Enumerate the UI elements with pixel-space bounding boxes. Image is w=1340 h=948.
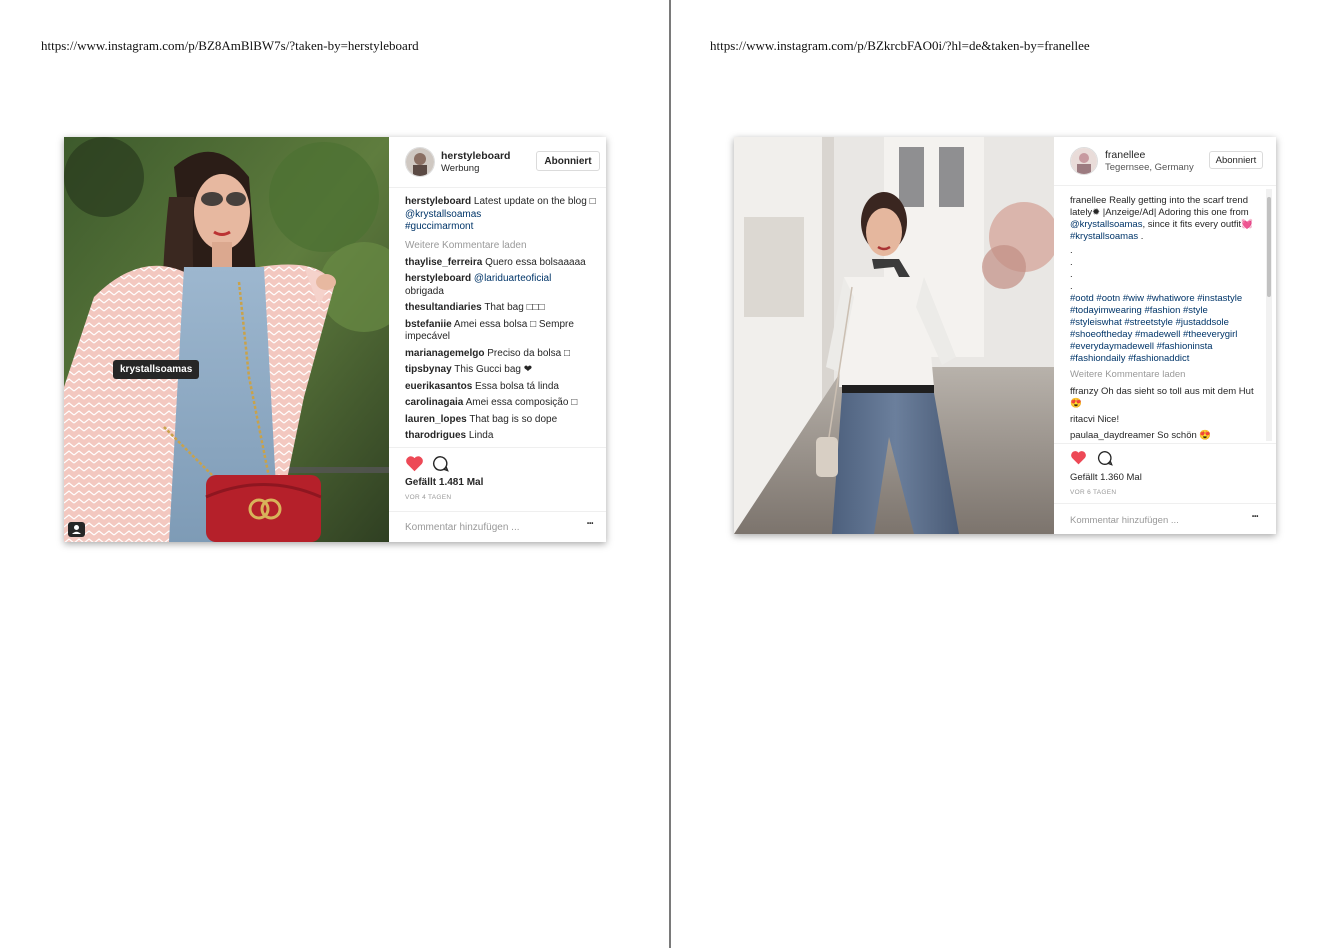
follow-button[interactable]: Abonniert xyxy=(1209,151,1263,169)
comment-user[interactable]: ritacvi xyxy=(1070,414,1095,425)
comment-item xyxy=(1070,414,1262,426)
dot: . xyxy=(1070,245,1073,256)
page-divider xyxy=(669,0,671,948)
caption-mention[interactable]: @krystallsoamas xyxy=(405,208,482,220)
post-time[interactable]: VOR 6 TAGEN xyxy=(1070,489,1117,496)
add-comment-input[interactable]: Kommentar hinzufügen ... xyxy=(405,522,520,533)
comment-item xyxy=(405,319,596,344)
right-post-sidebar xyxy=(1054,137,1276,534)
photo-user-tag[interactable]: krystallsoamas xyxy=(113,360,199,379)
comment-user[interactable]: carolinagaia xyxy=(405,397,464,408)
right-subtitle: Tegernsee, Germany xyxy=(1105,162,1194,173)
dot: . xyxy=(1070,281,1073,292)
dot: . xyxy=(1070,257,1073,268)
comment-text: Amei essa bolsa □ Sempre impecável xyxy=(405,318,574,342)
right-comments xyxy=(1070,195,1262,441)
like-count[interactable]: Gefällt 1.481 Mal xyxy=(405,477,484,488)
comment-user[interactable]: thesultandiaries xyxy=(405,302,482,313)
caption-hashtags[interactable]: #ootd #ootn #wiw #whatiwore #instastyle #todayimwearing #fashion #style #styleiswhat #streetstyle #justaddsole #shoeoftheday #madewell #theeverygirl #everydaymadewell #fashioninsta #fashiondaily #fashionaddict xyxy=(1070,293,1243,364)
right-post-photo[interactable] xyxy=(734,137,1054,534)
caption-text: Latest update on the blog □ xyxy=(473,196,596,207)
comments-scrollbar[interactable] xyxy=(1266,189,1272,441)
heart-icon[interactable] xyxy=(1070,450,1087,465)
comment-text: Preciso da bolsa □ xyxy=(487,347,571,359)
comment-item xyxy=(405,381,596,394)
comment-item xyxy=(1070,386,1262,410)
left-add-comment xyxy=(389,511,606,542)
person-tag-icon[interactable] xyxy=(68,522,85,537)
left-post-photo[interactable] xyxy=(64,137,389,542)
comment-text: That bag is so dope xyxy=(469,413,558,425)
comment-text: This Gucci bag ❤ xyxy=(454,364,533,375)
right-photo-illustration xyxy=(734,137,1054,534)
left-comments xyxy=(405,196,596,444)
left-post-card xyxy=(64,137,606,542)
like-count[interactable]: Gefällt 1.360 Mal xyxy=(1070,472,1142,483)
follow-button[interactable]: Abonniert xyxy=(536,151,600,171)
add-comment-input[interactable]: Kommentar hinzufügen ... xyxy=(1070,515,1179,526)
comment-mention[interactable]: @lariduarteoficial xyxy=(473,273,552,284)
comment-user[interactable]: paulaa_daydreamer xyxy=(1070,430,1155,441)
more-options-icon[interactable]: ••• xyxy=(1252,514,1259,520)
comment-text: Quero essa bolsaaaaa xyxy=(485,256,586,268)
load-more-comments[interactable]: Weitere Kommentare laden xyxy=(405,239,527,251)
comment-item xyxy=(405,414,596,427)
caption-text: . xyxy=(1140,231,1144,242)
more-options-icon[interactable]: ••• xyxy=(587,521,594,527)
caption-dots xyxy=(1070,245,1262,293)
comment-user[interactable]: euerikasantos xyxy=(405,380,473,392)
right-actions xyxy=(1054,443,1276,504)
caption-text: Really getting into the scarf trend lately✹ |Anzeige/Ad| Adoring this one from xyxy=(1070,195,1249,218)
avatar[interactable] xyxy=(1070,147,1098,175)
comment-text: Amei essa composição □ xyxy=(465,397,578,408)
left-post-sidebar xyxy=(389,137,606,542)
caption-hashtag[interactable]: #krystallsoamas xyxy=(1070,231,1139,242)
comment-item xyxy=(405,348,596,361)
left-caption xyxy=(405,196,596,234)
comment-text: obrigada xyxy=(405,285,444,297)
comment-user[interactable]: marianagemelgo xyxy=(405,347,485,359)
comment-text: Oh das sieht so toll aus mit dem Hut 😍 xyxy=(1070,386,1254,409)
left-actions xyxy=(389,447,606,512)
right-username[interactable]: franellee xyxy=(1105,149,1146,161)
comment-text: Nice! xyxy=(1097,414,1120,425)
comment-text: Essa bolsa tá linda xyxy=(475,380,559,392)
comment-item xyxy=(1070,430,1262,441)
scrollbar-thumb[interactable] xyxy=(1267,197,1271,297)
comment-icon[interactable] xyxy=(432,455,449,472)
left-post-header xyxy=(389,137,606,188)
right-url: https://www.instagram.com/p/BZkrcbFAO0i/?hl=de&taken-by=franellee xyxy=(710,38,1090,53)
load-more-comments[interactable]: Weitere Kommentare laden xyxy=(1070,369,1186,380)
comment-user[interactable]: tipsbynay xyxy=(405,364,452,375)
comment-item xyxy=(405,302,596,315)
comment-user[interactable]: ffranzy xyxy=(1070,386,1099,397)
right-add-comment xyxy=(1054,503,1276,534)
caption-mention[interactable]: @krystallsoamas xyxy=(1070,219,1143,230)
comment-user[interactable]: thaylise_ferreira xyxy=(405,256,483,268)
left-photo-illustration xyxy=(64,137,389,542)
dot: . xyxy=(1070,269,1073,280)
caption-user[interactable]: herstyleboard xyxy=(405,196,472,207)
comment-text: Linda xyxy=(468,430,494,441)
comment-text: That bag □□□ xyxy=(484,302,545,313)
comment-item xyxy=(405,273,596,298)
comment-item xyxy=(405,257,596,270)
left-subtitle: Werbung xyxy=(441,163,480,174)
comment-item xyxy=(405,364,596,377)
comment-item xyxy=(405,397,596,410)
comment-user[interactable]: bstefaniie xyxy=(405,318,452,330)
right-caption xyxy=(1070,195,1262,243)
heart-icon[interactable] xyxy=(405,455,424,472)
caption-hashtag[interactable]: #guccimarmont xyxy=(405,221,474,232)
post-time[interactable]: VOR 4 TAGEN xyxy=(405,494,452,501)
comment-user[interactable]: herstyleboard xyxy=(405,273,472,284)
comment-text: So schön 😍 xyxy=(1157,430,1212,441)
comment-item xyxy=(405,430,596,443)
caption-user[interactable]: franellee xyxy=(1070,195,1107,206)
comment-user[interactable]: lauren_lopes xyxy=(405,413,467,425)
comment-icon[interactable] xyxy=(1097,450,1113,466)
caption-text: , since it fits every outfit💓 xyxy=(1142,219,1254,230)
avatar[interactable] xyxy=(405,147,435,177)
left-url: https://www.instagram.com/p/BZ8AmBlBW7s/?taken-by=herstyleboard xyxy=(41,38,419,53)
right-post-header xyxy=(1054,137,1276,186)
comment-user[interactable]: tharodrigues xyxy=(405,430,467,441)
right-post-card xyxy=(734,137,1276,534)
left-username[interactable]: herstyleboard xyxy=(441,150,511,162)
